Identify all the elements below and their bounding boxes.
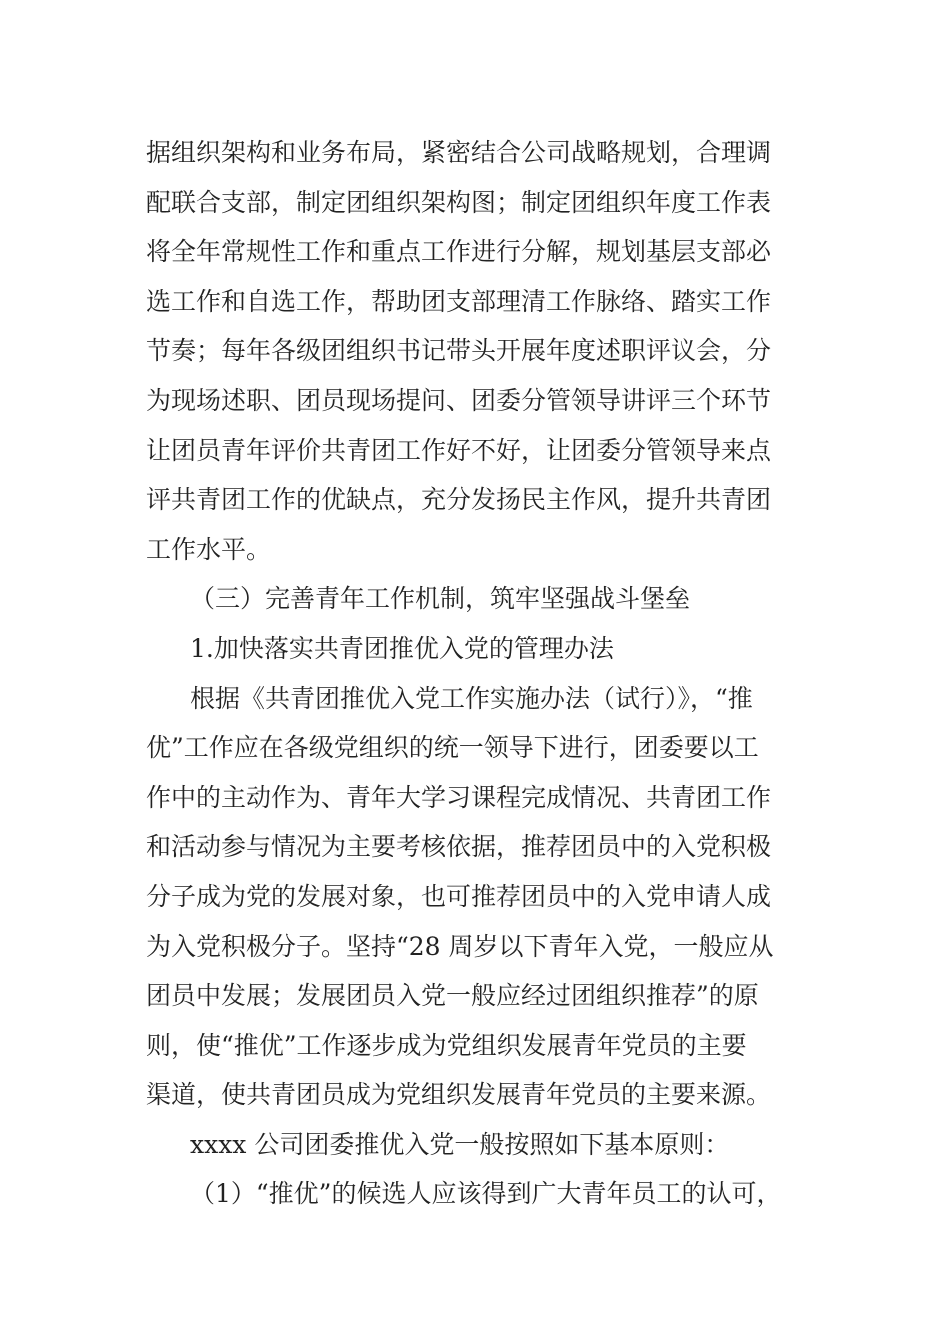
section-heading: （三）完善青年工作机制，筑牢坚强战斗堡垒 bbox=[190, 584, 691, 614]
paragraph-line: xxxx 公司团委推优入党一般按照如下基本原则： bbox=[190, 1129, 730, 1159]
paragraph-line: 作中的主动作为、青年大学习课程完成情况、共青团工作 bbox=[146, 782, 772, 812]
subsection-heading: 1.加快落实共青团推优入党的管理办法 bbox=[190, 633, 614, 663]
paragraph-line: 为入党积极分子。坚持“28 周岁以下青年入党，一般应从 bbox=[146, 931, 774, 961]
document-body bbox=[146, 128, 826, 1219]
paragraph-line: 根据《共青团推优入党工作实施办法（试行）》，“推 bbox=[190, 683, 753, 713]
paragraph-line: 渠道，使共青团员成为党组织发展青年党员的主要来源。 bbox=[146, 1080, 772, 1110]
paragraph-line: 分子成为党的发展对象，也可推荐团员中的入党申请人成 bbox=[146, 881, 772, 911]
paragraph-line: 和活动参与情况为主要考核依据，推荐团员中的入党积极 bbox=[146, 832, 772, 862]
paragraph-line: 工作水平。 bbox=[146, 534, 272, 564]
paragraph-line: 团员中发展；发展团员入党一般应经过团组织推荐”的原 bbox=[146, 981, 759, 1011]
paragraph-line: 配联合支部，制定团组织架构图；制定团组织年度工作表 bbox=[146, 187, 772, 217]
paragraph-line: 选工作和自选工作，帮助团支部理清工作脉络、踏实工作 bbox=[146, 286, 772, 316]
paragraph-line: 则，使“推优”工作逐步成为党组织发展青年党员的主要 bbox=[146, 1030, 747, 1060]
paragraph-line: 据组织架构和业务布局，紧密结合公司战略规划，合理调 bbox=[146, 138, 772, 167]
paragraph-line: 让团员青年评价共青团工作好不好，让团委分管领导来点 bbox=[146, 435, 772, 465]
paragraph-line: （1）“推优”的候选人应该得到广大青年员工的认可， bbox=[190, 1179, 782, 1209]
paragraph-line: 优”工作应在各级党组织的统一领导下进行，团委要以工 bbox=[146, 733, 759, 763]
paragraph-line: 将全年常规性工作和重点工作进行分解，规划基层支部必 bbox=[146, 237, 772, 267]
paragraph-line: 评共青团工作的优缺点，充分发扬民主作风，提升共青团 bbox=[146, 485, 772, 515]
paragraph-line: 为现场述职、团员现场提问、团委分管领导讲评三个环节 bbox=[146, 385, 772, 415]
paragraph-line: 节奏；每年各级团组织书记带头开展年度述职评议会，分 bbox=[146, 336, 772, 366]
